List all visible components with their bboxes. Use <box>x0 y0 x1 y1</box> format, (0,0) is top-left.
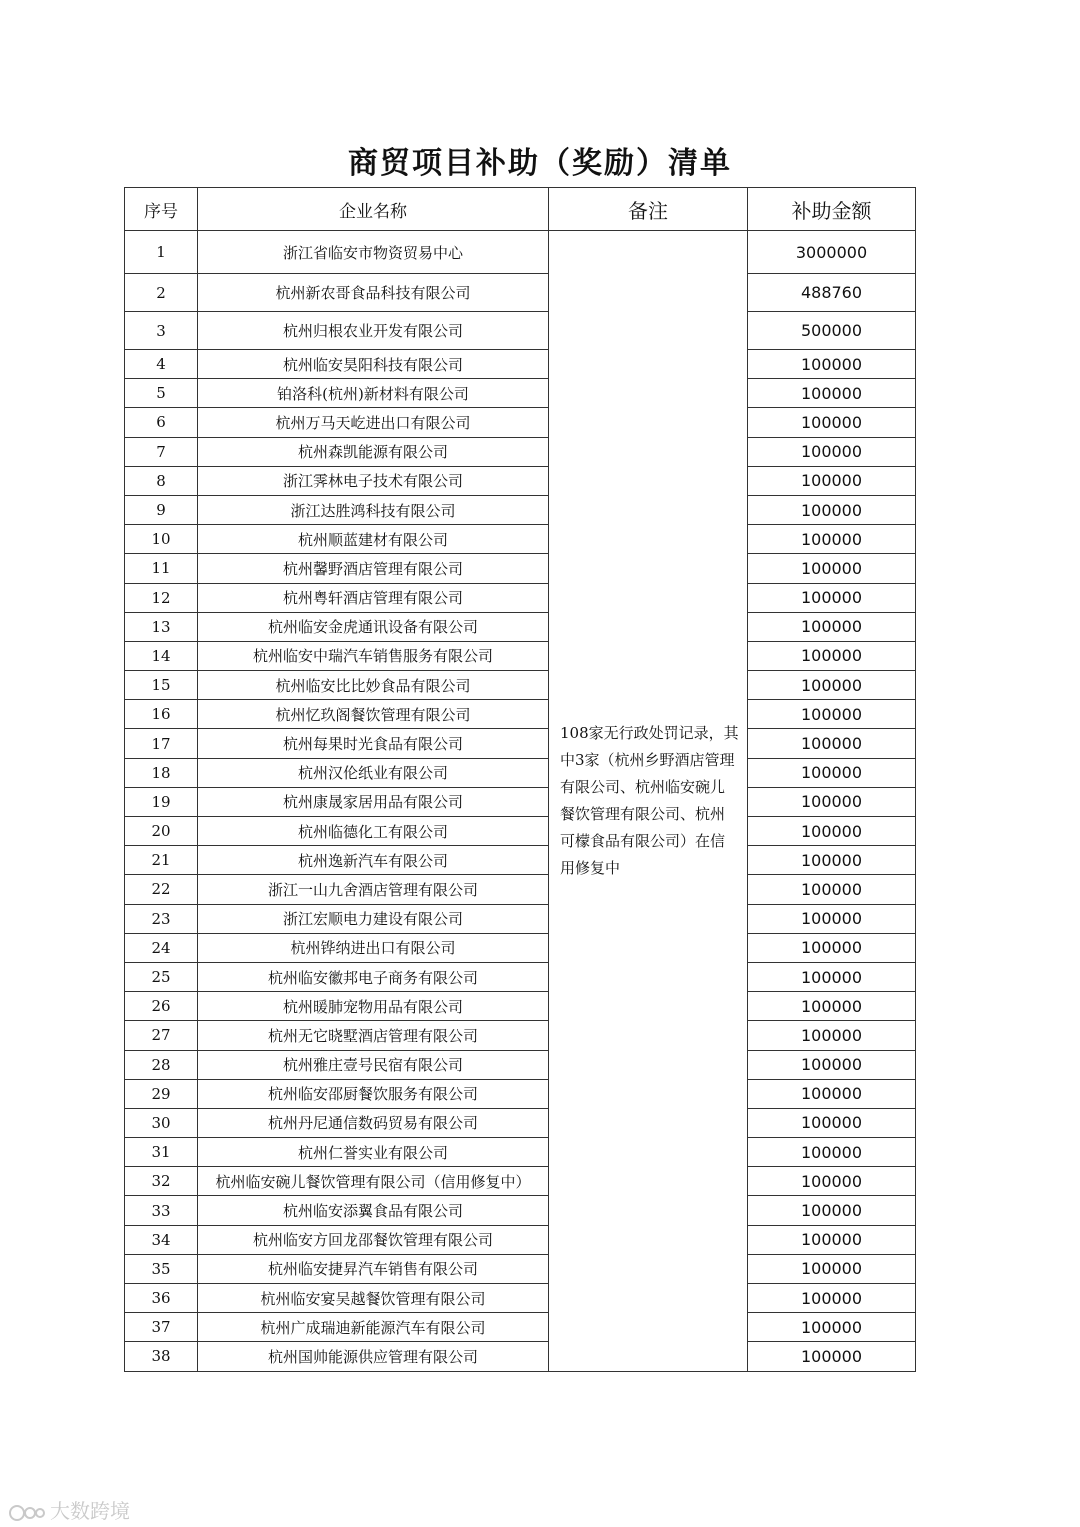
row-amount: 3000000 <box>748 231 916 274</box>
table-row <box>125 350 916 379</box>
row-amount: 100000 <box>748 1167 916 1196</box>
header-row <box>125 188 916 231</box>
row-seq: 27 <box>125 1021 198 1050</box>
row-seq: 29 <box>125 1079 198 1108</box>
table-row <box>125 1313 916 1342</box>
table-row <box>125 1108 916 1137</box>
header-company: 企业名称 <box>198 188 549 231</box>
row-amount: 100000 <box>748 1254 916 1283</box>
row-seq: 10 <box>125 525 198 554</box>
table-row <box>125 1050 916 1079</box>
row-seq: 26 <box>125 992 198 1021</box>
table-row <box>125 1021 916 1050</box>
header-amount: 补助金额 <box>748 188 916 231</box>
table-row <box>125 1342 916 1371</box>
row-seq: 24 <box>125 933 198 962</box>
row-company: 杭州铧纳进出口有限公司 <box>198 933 549 962</box>
row-amount: 100000 <box>748 1108 916 1137</box>
row-company: 杭州临安比比妙食品有限公司 <box>198 671 549 700</box>
header-note: 备注 <box>549 188 748 231</box>
row-amount: 100000 <box>748 817 916 846</box>
circle-logo-icon <box>8 1503 46 1523</box>
row-company: 杭州无它晓墅酒店管理有限公司 <box>198 1021 549 1050</box>
row-seq: 14 <box>125 641 198 670</box>
row-amount: 100000 <box>748 904 916 933</box>
table-row <box>125 846 916 875</box>
row-company: 杭州暖肺宠物用品有限公司 <box>198 992 549 1021</box>
row-seq: 9 <box>125 495 198 524</box>
table-row <box>125 671 916 700</box>
row-company: 杭州丹尼通信数码贸易有限公司 <box>198 1108 549 1137</box>
row-company: 杭州馨野酒店管理有限公司 <box>198 554 549 583</box>
table-row <box>125 992 916 1021</box>
watermark-text: 大数跨境 <box>50 1499 130 1523</box>
table-row <box>125 904 916 933</box>
row-seq: 32 <box>125 1167 198 1196</box>
row-seq: 4 <box>125 350 198 379</box>
row-amount: 500000 <box>748 312 916 350</box>
row-seq: 13 <box>125 612 198 641</box>
header-seq: 序号 <box>125 188 198 231</box>
row-seq: 33 <box>125 1196 198 1225</box>
table-row <box>125 729 916 758</box>
row-company: 浙江宏顺电力建设有限公司 <box>198 904 549 933</box>
row-company: 杭州忆玖阁餐饮管理有限公司 <box>198 700 549 729</box>
row-amount: 100000 <box>748 1138 916 1167</box>
subsidy-table <box>124 187 916 1372</box>
row-amount: 100000 <box>748 1225 916 1254</box>
row-company: 杭州临安添翼食品有限公司 <box>198 1196 549 1225</box>
table-row <box>125 1138 916 1167</box>
row-seq: 23 <box>125 904 198 933</box>
row-amount: 100000 <box>748 729 916 758</box>
row-seq: 5 <box>125 379 198 408</box>
row-seq: 34 <box>125 1225 198 1254</box>
row-seq: 17 <box>125 729 198 758</box>
table-row <box>125 1079 916 1108</box>
row-seq: 2 <box>125 274 198 312</box>
table-row <box>125 787 916 816</box>
table-row <box>125 554 916 583</box>
row-amount: 100000 <box>748 671 916 700</box>
row-amount: 100000 <box>748 933 916 962</box>
row-seq: 30 <box>125 1108 198 1137</box>
row-amount: 100000 <box>748 875 916 904</box>
row-seq: 20 <box>125 817 198 846</box>
row-company: 杭州雅庄壹号民宿有限公司 <box>198 1050 549 1079</box>
row-amount: 100000 <box>748 379 916 408</box>
row-amount: 100000 <box>748 1313 916 1342</box>
table-row <box>125 312 916 350</box>
row-company: 浙江霁林电子技术有限公司 <box>198 466 549 495</box>
row-amount: 100000 <box>748 437 916 466</box>
row-company: 杭州森凯能源有限公司 <box>198 437 549 466</box>
row-seq: 28 <box>125 1050 198 1079</box>
row-amount: 100000 <box>748 992 916 1021</box>
row-amount: 100000 <box>748 1021 916 1050</box>
table-row <box>125 758 916 787</box>
table-row <box>125 408 916 437</box>
row-amount: 100000 <box>748 1079 916 1108</box>
row-amount: 100000 <box>748 1342 916 1371</box>
table-row <box>125 1196 916 1225</box>
row-seq: 37 <box>125 1313 198 1342</box>
row-company: 杭州新农哥食品科技有限公司 <box>198 274 549 312</box>
row-seq: 31 <box>125 1138 198 1167</box>
table-row <box>125 495 916 524</box>
table-row <box>125 1254 916 1283</box>
table-row <box>125 583 916 612</box>
table-row <box>125 525 916 554</box>
page-title: 商贸项目补助（奖励）清单 <box>348 146 732 181</box>
table-row <box>125 612 916 641</box>
row-seq: 22 <box>125 875 198 904</box>
row-amount: 100000 <box>748 846 916 875</box>
row-seq: 1 <box>125 231 198 274</box>
row-company: 杭州归根农业开发有限公司 <box>198 312 549 350</box>
table-row <box>125 231 916 274</box>
row-amount: 100000 <box>748 962 916 991</box>
row-amount: 100000 <box>748 525 916 554</box>
row-company: 杭州临安邵厨餐饮服务有限公司 <box>198 1079 549 1108</box>
row-seq: 38 <box>125 1342 198 1371</box>
row-seq: 12 <box>125 583 198 612</box>
row-amount: 100000 <box>748 758 916 787</box>
row-company: 杭州广成瑞迪新能源汽车有限公司 <box>198 1313 549 1342</box>
row-seq: 8 <box>125 466 198 495</box>
row-seq: 18 <box>125 758 198 787</box>
row-company: 杭州临安中瑞汽车销售服务有限公司 <box>198 641 549 670</box>
row-amount: 100000 <box>748 583 916 612</box>
row-amount: 488760 <box>748 274 916 312</box>
row-seq: 15 <box>125 671 198 700</box>
table-row <box>125 1284 916 1313</box>
row-amount: 100000 <box>748 408 916 437</box>
row-company: 杭州临安捷昇汽车销售有限公司 <box>198 1254 549 1283</box>
row-company: 杭州临安徽邦电子商务有限公司 <box>198 962 549 991</box>
row-seq: 36 <box>125 1284 198 1313</box>
row-amount: 100000 <box>748 350 916 379</box>
table-row <box>125 379 916 408</box>
row-amount: 100000 <box>748 1284 916 1313</box>
row-company: 杭州临安碗儿餐饮管理有限公司（信用修复中） <box>198 1167 549 1196</box>
row-company: 浙江达胜鸿科技有限公司 <box>198 495 549 524</box>
row-seq: 7 <box>125 437 198 466</box>
row-company: 杭州临安方回龙邵餐饮管理有限公司 <box>198 1225 549 1254</box>
row-company: 杭州临德化工有限公司 <box>198 817 549 846</box>
row-company: 杭州万马天屹进出口有限公司 <box>198 408 549 437</box>
row-note: 108家无行政处罚记录，其中3家（杭州乡野酒店管理有限公司、杭州临安碗儿餐饮管理有限公司、杭州可檬食品有限公司）在信用修复中 <box>549 231 748 1372</box>
row-seq: 21 <box>125 846 198 875</box>
table-row <box>125 641 916 670</box>
table-row <box>125 962 916 991</box>
row-company: 杭州每果时光食品有限公司 <box>198 729 549 758</box>
table-row <box>125 437 916 466</box>
table-row <box>125 466 916 495</box>
row-company: 杭州仁誉实业有限公司 <box>198 1138 549 1167</box>
row-seq: 6 <box>125 408 198 437</box>
table-row <box>125 817 916 846</box>
table-body <box>125 231 916 1372</box>
row-company: 铂洛科(杭州)新材料有限公司 <box>198 379 549 408</box>
row-amount: 100000 <box>748 641 916 670</box>
table-row <box>125 700 916 729</box>
row-company: 杭州顺蓝建材有限公司 <box>198 525 549 554</box>
row-amount: 100000 <box>748 1196 916 1225</box>
row-company: 杭州康晟家居用品有限公司 <box>198 787 549 816</box>
table-row <box>125 1225 916 1254</box>
row-company: 杭州临安金虎通讯设备有限公司 <box>198 612 549 641</box>
table-row <box>125 875 916 904</box>
row-company: 杭州汉伦纸业有限公司 <box>198 758 549 787</box>
row-company: 杭州临安宴吴越餐饮管理有限公司 <box>198 1284 549 1313</box>
watermark <box>8 1495 130 1524</box>
table-row <box>125 274 916 312</box>
table-row <box>125 933 916 962</box>
row-company: 浙江一山九舍酒店管理有限公司 <box>198 875 549 904</box>
row-amount: 100000 <box>748 554 916 583</box>
row-amount: 100000 <box>748 700 916 729</box>
row-amount: 100000 <box>748 495 916 524</box>
row-company: 杭州国帅能源供应管理有限公司 <box>198 1342 549 1371</box>
table-row <box>125 1167 916 1196</box>
row-seq: 19 <box>125 787 198 816</box>
row-seq: 16 <box>125 700 198 729</box>
row-seq: 25 <box>125 962 198 991</box>
row-seq: 35 <box>125 1254 198 1283</box>
row-company: 浙江省临安市物资贸易中心 <box>198 231 549 274</box>
row-seq: 11 <box>125 554 198 583</box>
row-company: 杭州临安昊阳科技有限公司 <box>198 350 549 379</box>
row-amount: 100000 <box>748 787 916 816</box>
row-company: 杭州粤轩酒店管理有限公司 <box>198 583 549 612</box>
row-company: 杭州逸新汽车有限公司 <box>198 846 549 875</box>
row-amount: 100000 <box>748 612 916 641</box>
row-amount: 100000 <box>748 466 916 495</box>
row-seq: 3 <box>125 312 198 350</box>
row-amount: 100000 <box>748 1050 916 1079</box>
